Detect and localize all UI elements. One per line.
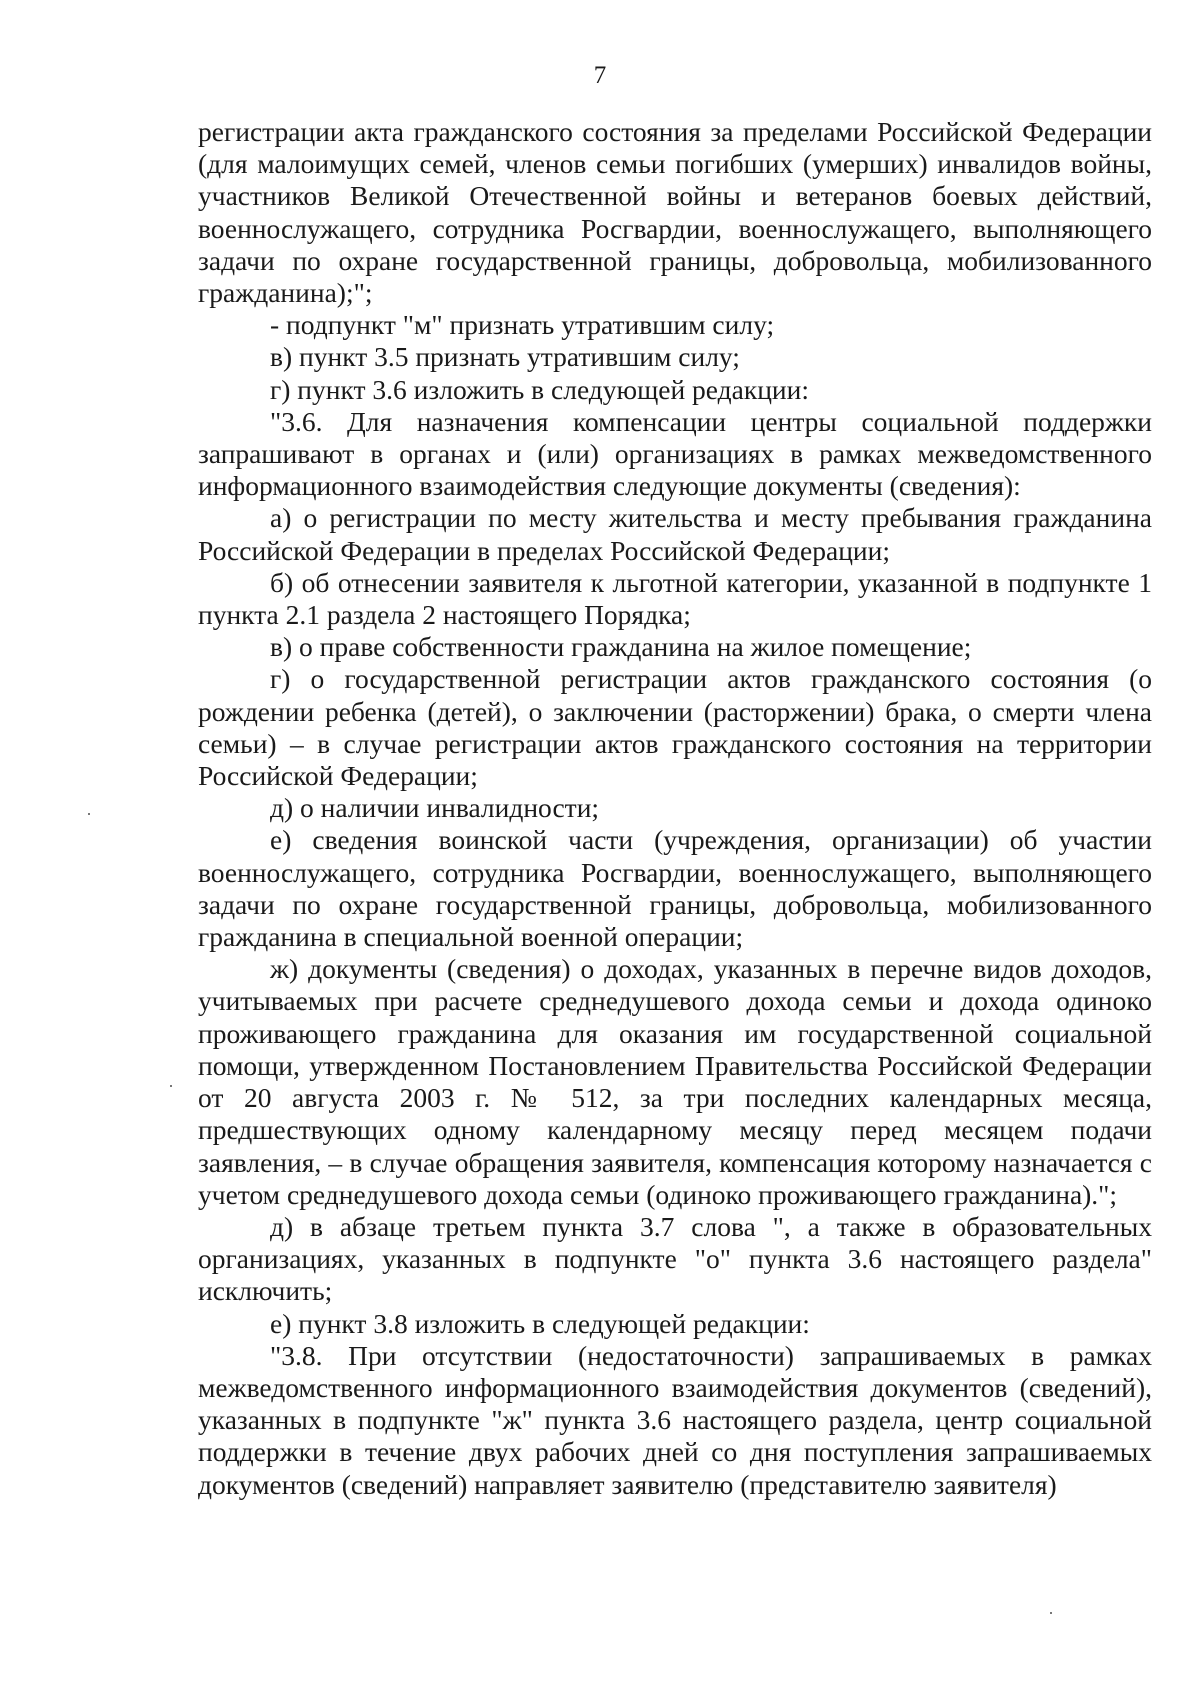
scan-speck: [1050, 1612, 1052, 1614]
paragraph-subitem-b: б) об отнесении заявителя к льготной категории, указанной в подпункте 1 пункта 2.1 раздела 2 настоящего Порядка;: [198, 566, 1152, 631]
paragraph-subitem-d: д) о наличии инвалидности;: [270, 792, 600, 824]
paragraph-item-g-3-6: г) пункт 3.6 изложить в следующей редакции:: [270, 373, 809, 405]
paragraph-subitem-g: г) о государственной регистрации актов гражданского состояния (о рождении ребенка (детей), о заключении (расторжении) брака, о смерти члена семьи) – в случае регистрации актов гражданского состояния на территории Российской Федерации;: [198, 663, 1152, 792]
paragraph-clause-3-6: "3.6. Для назначения компенсации центры социальной поддержки запрашивают в органах и (или) организациях в рамках межведомственного информационного взаимодействия следующие документы (сведения):: [198, 405, 1152, 502]
paragraph-subitem-a: а) о регистрации по месту жительства и месту пребывания гражданина Российской Федерации в пределах Российской Федерации;: [198, 502, 1152, 566]
paragraph-item-v-3-5: в) пункт 3.5 признать утратившим силу;: [270, 341, 740, 373]
scan-speck: [170, 1085, 172, 1087]
paragraph-item-e-3-8: е) пункт 3.8 изложить в следующей редакции:: [270, 1307, 810, 1339]
scan-speck: [88, 813, 90, 815]
paragraph-subitem-e: е) сведения воинской части (учреждения, организации) об участии военнослужащего, сотрудника Росгвардии, военнослужащего, выполняющего задачи по охране государственной границы, добровольца, мобилизованного гражданина в специальной военной операции;: [198, 824, 1152, 953]
paragraph-subitem-v: в) о праве собственности гражданина на жилое помещение;: [270, 631, 972, 663]
paragraph-subitem-zh: ж) документы (сведения) о доходах, указанных в перечне видов доходов, учитываемых при расчете среднедушевого дохода семьи и дохода одиноко проживающего гражданина для оказания им государственной социальной помощи, утвержденном Постановлением Правительства Российской Федерации от 20 августа 2003 г. № 512, за три последних календарных месяца, предшествующих одному календарному месяцу перед месяцем подачи заявления, – в случае обращения заявителя, компенсация которому назначается с учетом среднедушевого дохода семьи (одиноко проживающего гражданина).";: [198, 953, 1152, 1210]
paragraph-item-d-3-7: д) в абзаце третьем пункта 3.7 слова ", а также в образовательных организациях, указанных в подпункте "о" пункта 3.6 настоящего раздела" исключить;: [198, 1210, 1152, 1307]
paragraph-subitem-m: - подпункт "м" признать утратившим силу;: [270, 309, 775, 341]
document-body: [198, 116, 1152, 1501]
paragraph-continuation: регистрации акта гражданского состояния за пределами Российской Федерации (для малоимущих семей, членов семьи погибших (умерших) инвалидов войны, участников Великой Отечественной войны и ветеранов боевых действий, военнослужащего, сотрудника Росгвардии, военнослужащего, выполняющего задачи по охране государственной границы, добровольца, мобилизованного гражданина);";: [198, 116, 1152, 309]
paragraph-clause-3-8: "3.8. При отсутствии (недостаточности) запрашиваемых в рамках межведомственного информационного взаимодействия документов (сведений), указанных в подпункте "ж" пункта 3.6 настоящего раздела, центр социальной поддержки в течение двух рабочих дней со дня поступления запрашиваемых документов (сведений) направляет заявителю (представителю заявителя): [198, 1339, 1152, 1500]
page-number: 7: [593, 62, 607, 89]
